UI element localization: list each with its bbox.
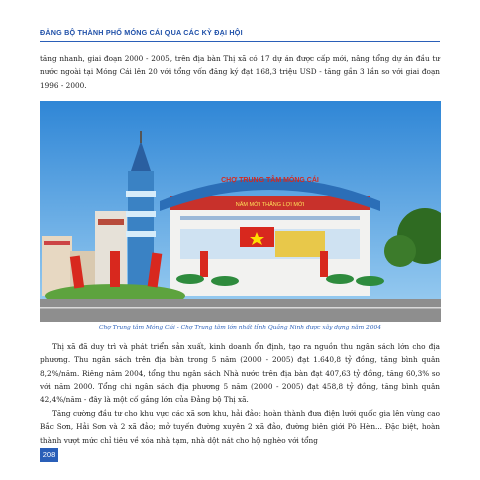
running-header-title: ĐẢNG BỘ THÀNH PHỐ MÓNG CÁI QUA CÁC KỲ ĐẠI HỘI bbox=[40, 28, 243, 37]
market-banner-text: NĂM MỚI THẮNG LỢI MỚI bbox=[235, 202, 305, 208]
market-photo bbox=[40, 101, 441, 322]
photo-caption: Chợ Trung tâm Móng Cái - Chợ Trung tâm lớn nhất tỉnh Quảng Ninh được xây dựng năm 2004 bbox=[98, 325, 382, 331]
paragraph-2: Thị xã đã duy trì và phát triển sản xuất, kinh doanh ổn định, tạo ra nguồn thu ngân sách lớn cho địa phương. Thu ngân sách trên địa bàn trong 5 năm (2000 - 2005) đạt 1.640,8 tỷ đồng, tăng bình quân 8,2%/năm. Riêng năm 2004, tổng thu ngân sách Nhà nước trên địa bàn đạt 407,63 tỷ đồng, tăng 60,3% so với năm 2000. Tổng chi ngân sách địa phương 5 năm (2000 - 2005) đạt 458,8 tỷ đồng, tăng bình quân 42,4%/năm - đây là một cố gắng lớn của Đảng bộ Thị xã. bbox=[40, 342, 440, 405]
paragraph-3: Tăng cường đầu tư cho khu vực các xã sơn khu, hải đảo: hoàn thành đưa điện lưới quốc gia lên vùng cao Bắc Sơn, Hải Sơn và 2 xã đảo; mở tuyến đường xuyên 2 xã đảo, đường biên giới Pò Hèn... Đặc biệt, hoàn thành vượt mức chỉ tiêu về xóa nhà tạm, nhà dột nát cho hộ nghèo với tổng bbox=[40, 409, 440, 445]
page-number: 208 bbox=[40, 448, 58, 462]
header-rule bbox=[40, 41, 440, 42]
market-photo-illustration bbox=[40, 101, 441, 322]
running-header bbox=[40, 28, 440, 37]
paragraph-1: tăng nhanh, giai đoạn 2000 - 2005, trên địa bàn Thị xã có 17 dự án được cấp mới, nâng tổng dự án đầu tư nước ngoài tại Móng Cái lên 20 với tổng vốn đăng ký đạt 168,3 triệu USD - tăng gần 3 lần so với giai đoạn 1996 - 2000. bbox=[40, 54, 440, 90]
market-sign-text: CHỢ TRUNG TÂM MÓNG CÁI bbox=[221, 177, 319, 184]
